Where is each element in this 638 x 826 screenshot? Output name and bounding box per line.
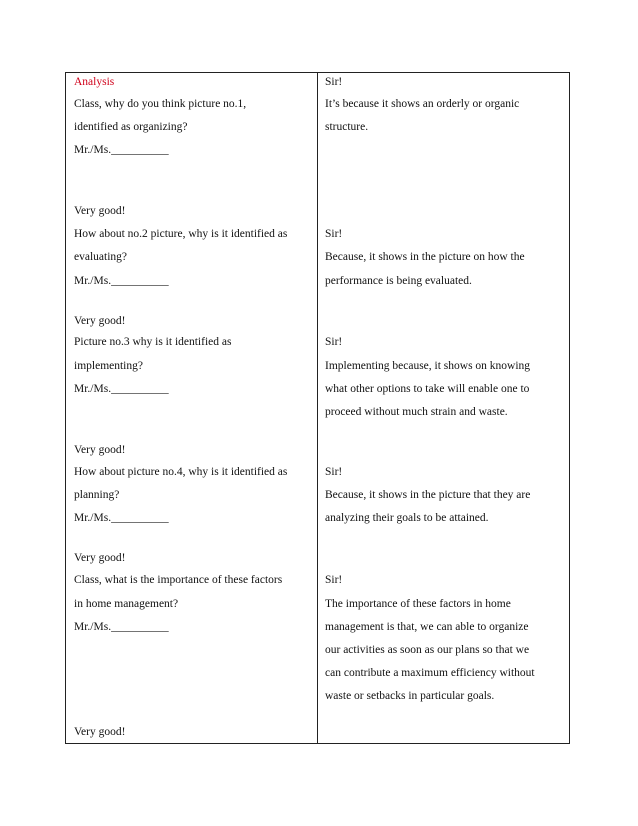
teacher-line: identified as organizing? xyxy=(74,121,188,133)
student-line: The importance of these factors in home xyxy=(325,598,511,610)
student-line: proceed without much strain and waste. xyxy=(325,406,508,418)
student-line: our activities as soon as our plans so that we xyxy=(325,644,530,656)
analysis-heading: Analysis xyxy=(74,76,115,88)
teacher-line: planning? xyxy=(74,489,120,501)
student-line: management is that, we can able to organize xyxy=(325,621,529,633)
student-line: Sir! xyxy=(325,466,343,478)
teacher-line: Very good! xyxy=(74,726,126,738)
teacher-line: Mr./Ms.__________ xyxy=(74,621,169,633)
teacher-line: How about picture no.4, why is it identified as xyxy=(74,466,288,478)
teacher-line: Very good! xyxy=(74,315,126,327)
teacher-line: Very good! xyxy=(74,205,126,217)
student-line: Implementing because, it shows on knowing xyxy=(325,360,531,372)
student-line: Sir! xyxy=(325,574,343,586)
teacher-line: in home management? xyxy=(74,598,179,610)
student-line: performance is being evaluated. xyxy=(325,275,472,287)
student-line: can contribute a maximum efficiency without xyxy=(325,667,535,679)
teacher-line: Very good! xyxy=(74,552,126,564)
column-divider xyxy=(317,73,318,743)
student-line: Sir! xyxy=(325,228,343,240)
teacher-line: Mr./Ms.__________ xyxy=(74,512,169,524)
student-line: Sir! xyxy=(325,76,343,88)
student-line: It’s because it shows an orderly or organic xyxy=(325,98,520,110)
teacher-line: Mr./Ms.__________ xyxy=(74,383,169,395)
teacher-line: Class, what is the importance of these factors xyxy=(74,574,283,586)
student-line: waste or setbacks in particular goals. xyxy=(325,690,495,702)
teacher-line: implementing? xyxy=(74,360,143,372)
dialogue-table xyxy=(65,72,570,744)
student-line: Sir! xyxy=(325,336,343,348)
teacher-line: Picture no.3 why is it identified as xyxy=(74,336,232,348)
teacher-line: Mr./Ms.__________ xyxy=(74,144,169,156)
student-line: what other options to take will enable one to xyxy=(325,383,530,395)
teacher-line: How about no.2 picture, why is it identified as xyxy=(74,228,288,240)
teacher-line: evaluating? xyxy=(74,251,128,263)
student-line: structure. xyxy=(325,121,369,133)
teacher-line: Mr./Ms.__________ xyxy=(74,275,169,287)
teacher-line: Class, why do you think picture no.1, xyxy=(74,98,247,110)
student-line: Because, it shows in the picture on how the xyxy=(325,251,525,263)
student-line: analyzing their goals to be attained. xyxy=(325,512,489,524)
student-line: Because, it shows in the picture that they are xyxy=(325,489,531,501)
teacher-line: Very good! xyxy=(74,444,126,456)
